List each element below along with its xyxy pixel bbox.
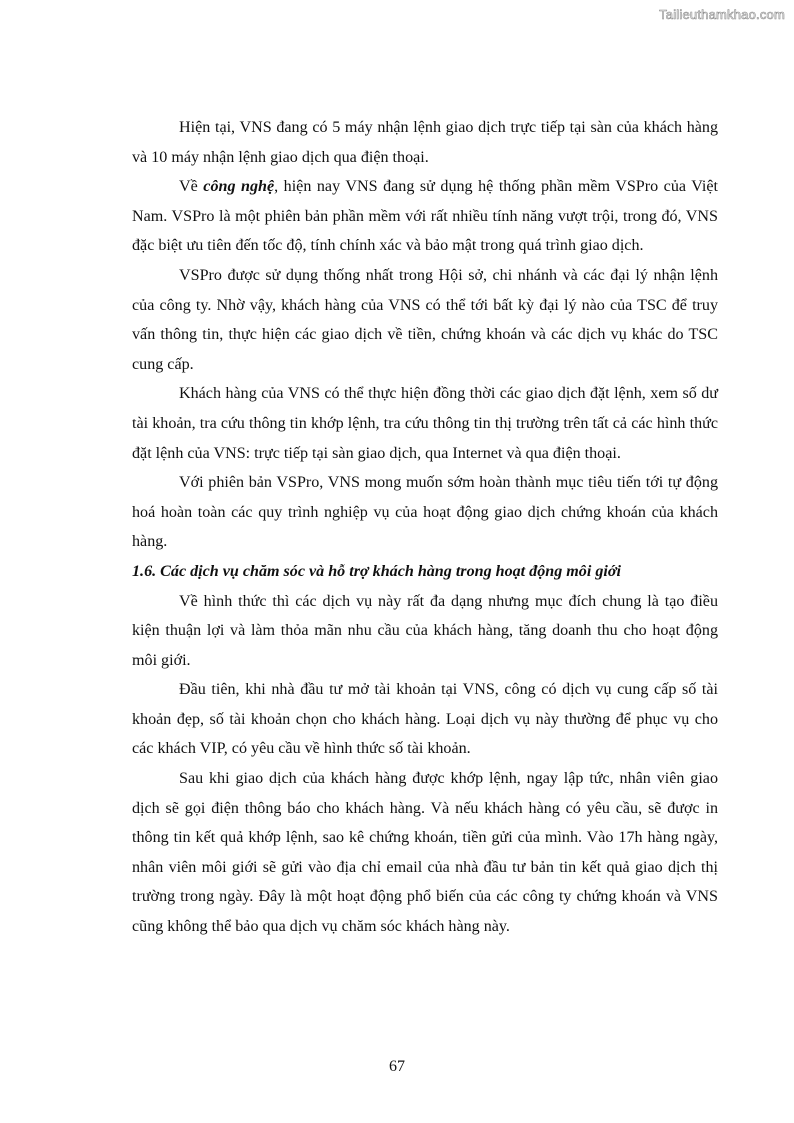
paragraph-service-forms: Về hình thức thì các dịch vụ này rất đa dạng nhưng mục đích chung là tạo điều kiện thuận lợi và làm thỏa mãn nhu cầu của khách hàng, tăng doanh thu cho hoạt động môi giới. [132,592,718,669]
paragraph-after-matching: Sau khi giao dịch của khách hàng được khớp lệnh, ngay lập tức, nhân viên giao dịch sẽ gọi điện thông báo cho khách hàng. Và nếu khách hàng có yêu cầu, sẽ được in thông tin kết quả khớp lệnh, sao kê chứng khoán, tiền gửi của mình. Vào 17h hàng ngày, nhân viên môi giới sẽ gửi vào địa chỉ email của nhà đầu tư bản tin kết quả giao dịch thị trường trong ngày. Đây là một hoạt động phổ biến của các công ty chứng khoán và VNS cũng không thể bảo qua dịch vụ chăm sóc khách hàng này. [132,770,718,936]
emphasis-technology: công nghệ [203,178,275,196]
paragraph-technology-rest: , hiện nay VNS đang sử dụng hệ thống phần mềm VSPro của Việt Nam. VSPro là một phiên bản phần mềm với rất nhiều tính năng vượt trội, trong đó, VNS đặc biệt ưu tiên đến tốc độ, tính chính xác và bảo mật trong quá trình giao dịch. [132,178,718,255]
page-number: 67 [389,1058,405,1075]
section-heading: 1.6. Các dịch vụ chăm sóc và hỗ trợ khách hàng trong hoạt động môi giới [132,562,621,580]
paragraph-vspro-usage: VSPro được sử dụng thống nhất trong Hội sở, chi nhánh và các đại lý nhận lệnh của công ty. Nhờ vậy, khách hàng của VNS có thể tới bất kỳ đại lý nào của TSC để truy vấn thông tin, thực hiện các giao dịch về tiền, chứng khoán và các dịch vụ khác do TSC cung cấp. [132,266,718,373]
document-body [132,113,718,942]
paragraph-technology [132,172,718,261]
paragraph-customer-features: Khách hàng của VNS có thể thực hiện đồng thời các giao dịch đặt lệnh, xem số dư tài khoản, tra cứu thông tin khớp lệnh, tra cứu thông tin thị trường trên tất cả các hình thức đặt lệnh của VNS: trực tiếp tại sàn giao dịch, qua Internet và qua điện thoại. [132,385,718,462]
paragraph-account-numbers: Đầu tiên, khi nhà đầu tư mở tài khoản tại VNS, công có dịch vụ cung cấp số tài khoản đẹp, số tài khoản chọn cho khách hàng. Loại dịch vụ này thường để phục vụ cho các khách VIP, có yêu cầu về hình thức số tài khoản. [132,681,718,758]
paragraph-trading-machines: Hiện tại, VNS đang có 5 máy nhận lệnh giao dịch trực tiếp tại sàn của khách hàng và 10 máy nhận lệnh giao dịch qua điện thoại. [132,119,718,166]
paragraph-automation-goal: Với phiên bản VSPro, VNS mong muốn sớm hoàn thành mục tiêu tiến tới tự động hoá hoàn toàn các quy trình nghiệp vụ của hoạt động giao dịch chứng khoán của khách hàng. [132,474,718,551]
watermark-text: Tailieuthamkhao.com [659,7,785,22]
paragraph-technology-lead: Về [179,178,204,196]
